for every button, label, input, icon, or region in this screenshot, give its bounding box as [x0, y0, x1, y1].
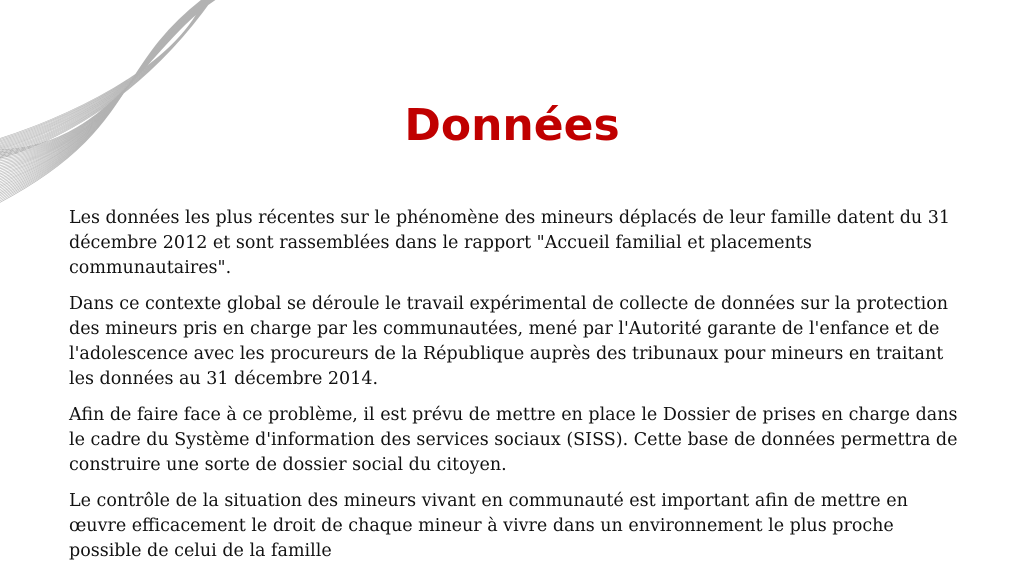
- slide-title: Données: [404, 100, 620, 151]
- paragraph: Les données les plus récentes sur le phénomène des mineurs déplacés de leur famille datent du 31 décembre 2012 et sont rassemblées dans le rapport "Accueil familial et placements communautaires".: [69, 208, 950, 278]
- paragraph: Le contrôle de la situation des mineurs vivant en communauté est important afin de mettre en œuvre efficacement le droit de chaque mineur à vivre dans un environnement le plus proche possible de celui de la famille: [69, 491, 908, 561]
- paragraph: Dans ce contexte global se déroule le travail expérimental de collecte de données sur la protection des mineurs pris en charge par les communautées, mené par l'Autorité garante de l'enfance et de l'adolescence avec les procureurs de la République auprès des tribunaux pour mineurs en traitant les données au 31 décembre 2014.: [69, 294, 949, 389]
- paragraph: Afin de faire face à ce problème, il est prévu de mettre en place le Dossier de prises en charge dans le cadre du Système d'information des services sociaux (SISS). Cette base de données permettra de construire une sorte de dossier social du citoyen.: [69, 405, 958, 475]
- slide-body: [69, 206, 969, 575]
